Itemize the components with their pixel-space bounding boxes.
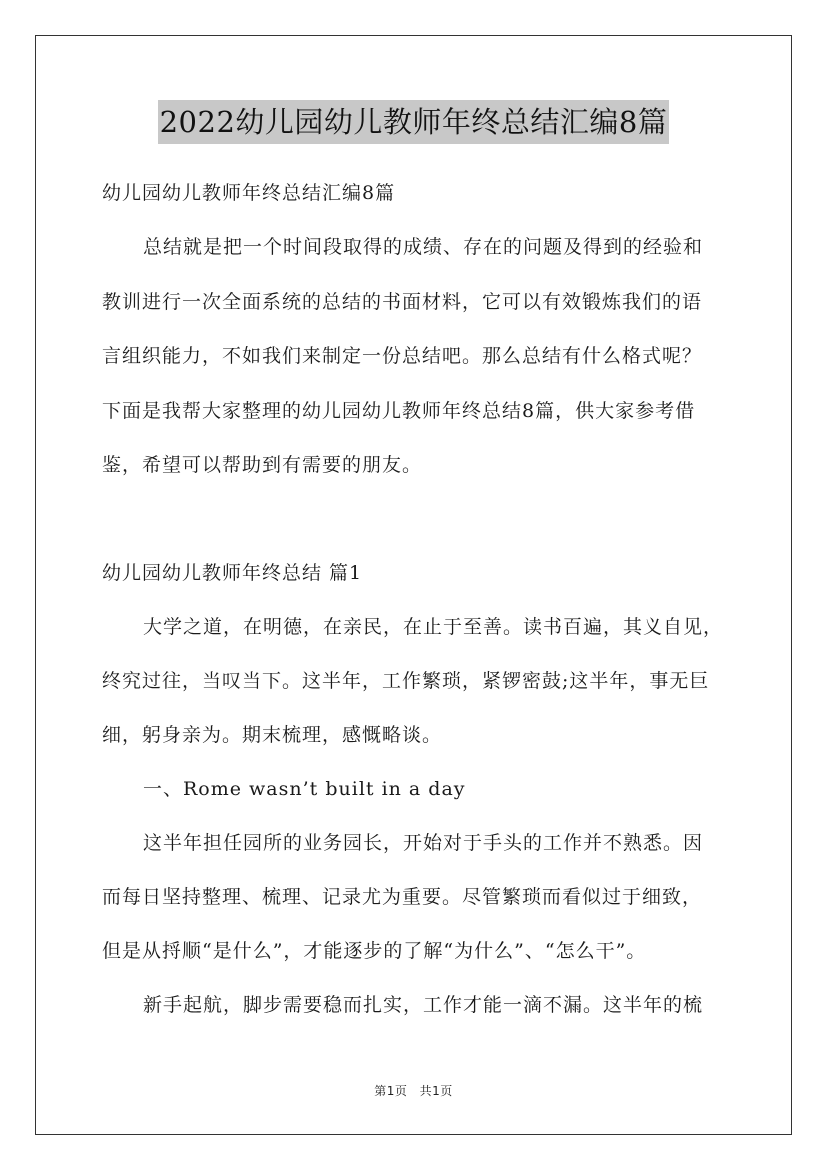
title-container (0, 100, 827, 144)
point-heading: 一、Rome wasn’t built in a day (143, 778, 466, 800)
page-number-current: 第1页 (374, 1084, 408, 1098)
section-line-2: 终究过往，当叹当下。这半年，工作繁琐，紧锣密鼓;这半年，事无巨 (102, 670, 710, 692)
section-line-1: 大学之道，在明德，在亲民，在止于至善。读书百遍，其义自见， (143, 616, 724, 638)
intro-line-1: 总结就是把一个时间段取得的成绩、存在的问题及得到的经验和 (143, 236, 704, 258)
point-line-3: 但是从捋顺“是什么”，才能逐步的了解“为什么”、“怎么干”。 (102, 940, 647, 962)
page-number-total: 共1页 (419, 1084, 453, 1098)
intro-line-5: 鉴，希望可以帮助到有需要的朋友。 (102, 454, 423, 476)
document-title: 2022幼儿园幼儿教师年终总结汇编8篇 (158, 100, 670, 144)
section-heading: 幼儿园幼儿教师年终总结 篇1 (102, 562, 363, 584)
point-tail-line: 新手起航，脚步需要稳而扎实，工作才能一滴不漏。这半年的梳 (143, 994, 704, 1016)
point-line-1: 这半年担任园所的业务园长，开始对于手头的工作并不熟悉。因 (143, 832, 704, 854)
section-line-3: 细，躬身亲为。期末梳理，感慨略谈。 (102, 724, 443, 746)
intro-line-3: 言组织能力，不如我们来制定一份总结吧。那么总结有什么格式呢？ (102, 345, 703, 367)
subtitle: 幼儿园幼儿教师年终总结汇编8篇 (102, 182, 396, 204)
intro-line-4: 下面是我帮大家整理的幼儿园幼儿教师年终总结8篇，供大家参考借 (102, 400, 696, 422)
page-footer (0, 1082, 827, 1099)
intro-line-2: 教训进行一次全面系统的总结的书面材料，它可以有效锻炼我们的语 (102, 291, 703, 313)
point-line-2: 而每日坚持整理、梳理、记录尤为重要。尽管繁琐而看似过于细致， (102, 886, 703, 908)
